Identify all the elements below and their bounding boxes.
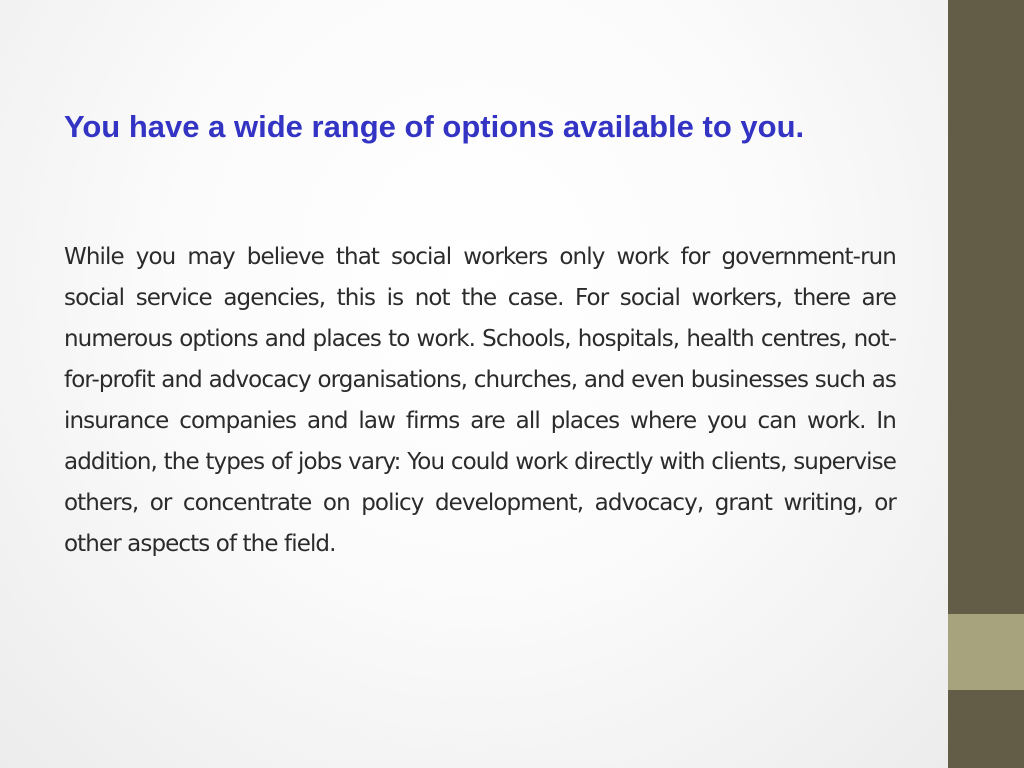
slide-body-text: While you may believe that social workers only work for government-run social service agencies, this is not the case. For social workers, there are numerous options and places to work. Schools, hospitals, health centres, not-for-profit and advocacy organisations, churches, and even businesses such as insurance companies and law firms are all places where you can work. In addition, the types of jobs vary: You could work directly with clients, supervise others, or concentrate on policy development, advocacy, grant writing, or other aspects of the field. [64, 244, 896, 557]
slide-title: You have a wide range of options available to you. [64, 109, 805, 144]
decorative-sidebar-stripe [948, 614, 1024, 690]
